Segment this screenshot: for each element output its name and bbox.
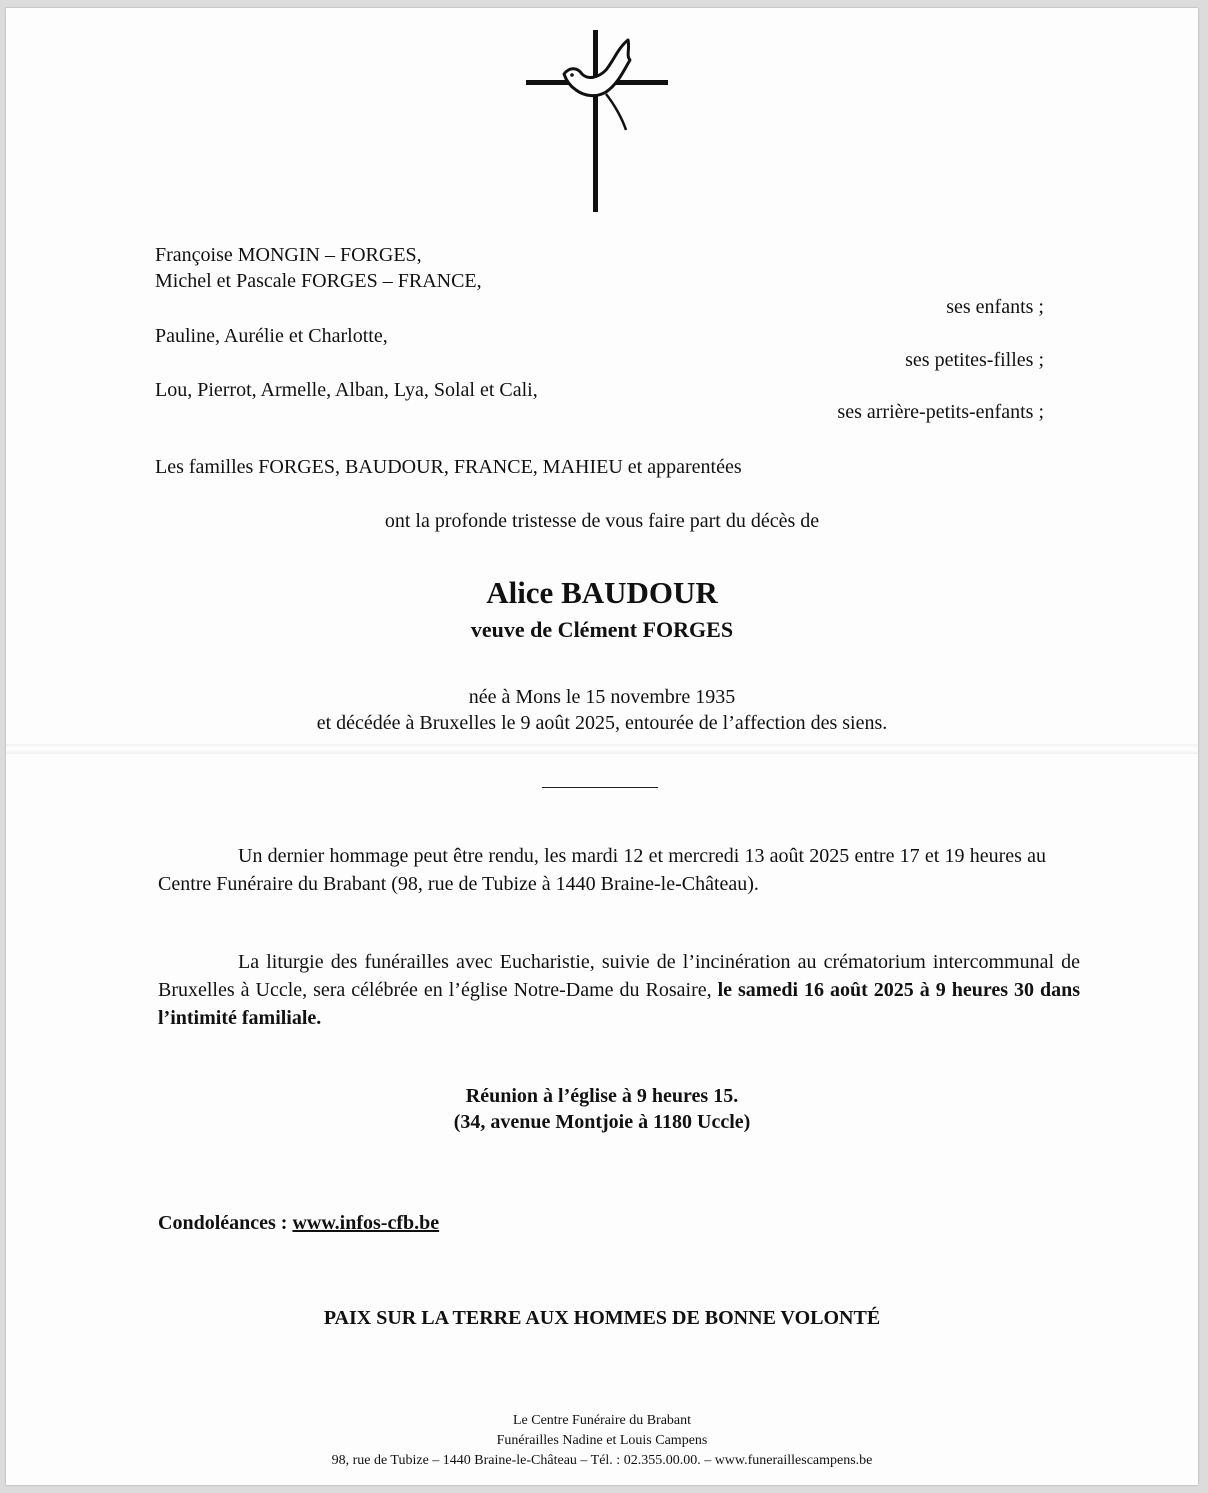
liturgy-paragraph [158,948,1080,1032]
meeting-line-2: (34, avenue Montjoie à 1180 Uccle) [453,1111,751,1133]
birth-line: née à Mons le 15 novembre 1935 [468,686,736,708]
death-notice-card [6,8,1198,1485]
great-grandchildren-role: ses arrière-petits-enfants ; [837,401,1044,423]
footer-line-3: 98, rue de Tubize – 1440 Braine-le-Château – Tél. : 02.355.00.00. – www.funeraillescampens.be [331,1453,873,1468]
footer-line-1: Le Centre Funéraire du Brabant [512,1413,692,1428]
condolences-label: Condoléances : [158,1212,288,1234]
divider [542,787,658,788]
extended-families: Les familles FORGES, BAUDOUR, FRANCE, MAHIEU et apparentées [155,456,742,478]
children-line-1: Françoise MONGIN – FORGES, [155,244,422,266]
fold-line [6,744,1198,754]
great-grandchildren: Lou, Pierrot, Armelle, Alban, Lya, Solal et Cali, [155,379,538,401]
children-role: ses enfants ; [946,296,1044,318]
death-line: et décédée à Bruxelles le 9 août 2025, entourée de l’affection des siens. [316,712,888,734]
condolences-link[interactable]: www.infos-cfb.be [292,1212,440,1234]
cross-with-dove-icon [526,30,668,212]
motto: PAIX SUR LA TERRE AUX HOMMES DE BONNE VOLONTÉ [323,1307,881,1329]
granddaughters: Pauline, Aurélie et Charlotte, [155,325,388,347]
children-line-2: Michel et Pascale FORGES – FRANCE, [155,270,482,292]
announcement: ont la profonde tristesse de vous faire part du décès de [384,510,820,532]
widow-of: veuve de Clément FORGES [470,617,734,642]
footer-line-2: Funérailles Nadine et Louis Campens [496,1433,708,1448]
granddaughters-role: ses petites-filles ; [905,349,1044,371]
liturgy-date: le samedi 16 août 2025 à 9 heures 30 dans l’intimité familiale. [158,979,1080,1029]
meeting-line-1: Réunion à l’église à 9 heures 15. [465,1085,739,1107]
liturgy-text: La liturgie des funérailles avec Eucharistie, suivie de l’incinération au crématorium intercommunal de Bruxelles à Uccle, sera célébrée en l’église Notre-Dame du Rosaire, [158,951,1080,1001]
homage-paragraph [158,842,1046,898]
homage-text: Un dernier hommage peut être rendu, les mardi 12 et mercredi 13 août 2025 entre 17 et 19 heures au Centre Funéraire du Brabant (98, rue de Tubize à 1440 Braine-le-Château). [158,845,1046,895]
deceased-name: Alice BAUDOUR [486,575,718,610]
condolences [158,1210,439,1236]
